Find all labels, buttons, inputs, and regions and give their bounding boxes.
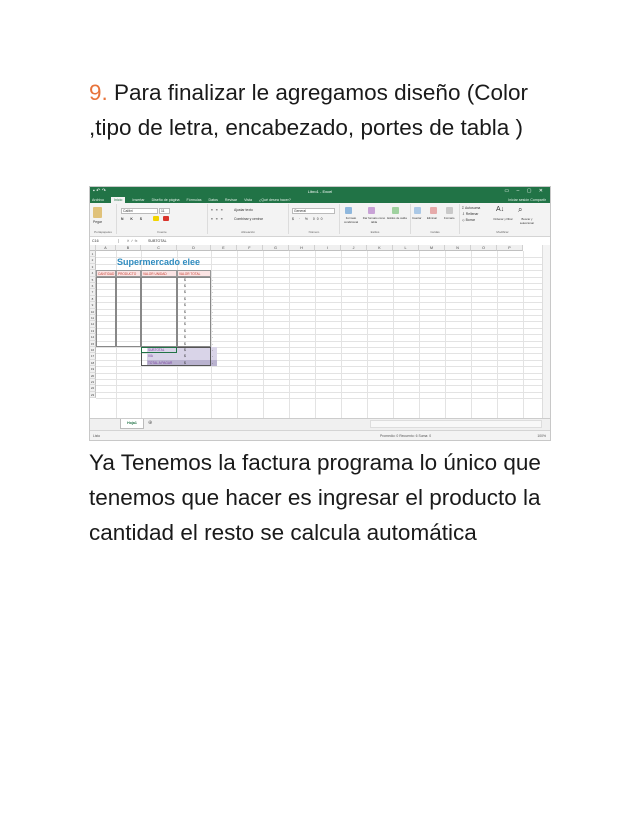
- row-header[interactable]: 23: [90, 392, 95, 397]
- autosum-button[interactable]: Σ Autosuma: [462, 206, 481, 210]
- number-group-label: Número: [308, 230, 320, 234]
- column-header[interactable]: B: [116, 245, 141, 251]
- grid-line: [96, 392, 542, 393]
- alignment-group: [208, 204, 289, 234]
- row-header[interactable]: 10: [90, 309, 95, 314]
- wrap-text-button[interactable]: Ajustar texto: [234, 208, 253, 212]
- grid-line: [419, 251, 420, 418]
- row-header[interactable]: 7: [90, 289, 96, 295]
- total-cell: $ -: [184, 309, 213, 314]
- instruction-text: Para finalizar le agregamos diseño (Color ,tipo de letra, encabezado, portes de tabla ): [89, 80, 528, 140]
- ribbon-tab[interactable]: Fórmulas: [186, 197, 202, 202]
- worksheet-grid[interactable]: [90, 245, 542, 418]
- column-header[interactable]: K: [367, 245, 393, 251]
- selected-cell[interactable]: [141, 347, 177, 353]
- paste-label[interactable]: Pegar: [93, 220, 103, 224]
- insert-cells-icon[interactable]: [414, 207, 421, 214]
- window-controls-icon[interactable]: ▭ – ▢ ✕: [504, 188, 546, 194]
- align-icons[interactable]: ≡ ≡ ≡: [211, 208, 224, 212]
- cell-styles-label[interactable]: Estilos de celda: [387, 216, 407, 220]
- total-cell: $ -: [184, 322, 213, 327]
- column-header[interactable]: A: [96, 245, 116, 251]
- sort-filter-icon[interactable]: A↓: [496, 206, 505, 213]
- font-group-label: Fuente: [157, 230, 167, 234]
- insert-label[interactable]: Insertar: [412, 216, 422, 220]
- name-box[interactable]: C16: [90, 239, 119, 243]
- fx-icon[interactable]: ✕ ✓ fx: [126, 239, 138, 243]
- sheet-tab[interactable]: Hoja1: [120, 419, 144, 429]
- totals-value: $ -: [184, 360, 213, 365]
- column-header[interactable]: L: [393, 245, 419, 251]
- grid-line: [96, 398, 542, 399]
- number-format-icons[interactable]: $ · % 000: [292, 217, 325, 221]
- font-group: [117, 204, 208, 234]
- excel-title-bar: [90, 187, 550, 196]
- row-header[interactable]: 6: [90, 283, 96, 289]
- fill-button[interactable]: ⇩ Rellenar: [462, 212, 479, 216]
- row-header[interactable]: 5: [90, 277, 96, 283]
- grid-line: [96, 366, 542, 367]
- ribbon: [90, 203, 550, 237]
- column-header[interactable]: M: [419, 245, 445, 251]
- total-cell: $ -: [184, 328, 213, 333]
- grid-line: [96, 385, 542, 386]
- row-header[interactable]: 2: [90, 257, 96, 263]
- formula-input[interactable]: SUBTOTAL: [148, 239, 167, 243]
- column-header[interactable]: G: [263, 245, 289, 251]
- editing-group: [460, 204, 545, 234]
- row-header[interactable]: 9: [90, 302, 96, 308]
- ribbon-tab[interactable]: Diseño de página: [151, 197, 180, 202]
- find-select-label[interactable]: Buscar y seleccionar: [519, 217, 535, 225]
- row-header[interactable]: 15: [90, 341, 95, 346]
- clipboard-group: [90, 204, 117, 234]
- ribbon-tab[interactable]: Inicio: [111, 197, 125, 203]
- column-header[interactable]: I: [315, 245, 341, 251]
- editing-group-label: Modificar: [496, 230, 509, 234]
- horizontal-scrollbar[interactable]: [370, 420, 542, 428]
- grid-line: [471, 251, 472, 418]
- step-number: 9.: [89, 80, 108, 105]
- instruction-paragraph: [89, 75, 559, 145]
- ribbon-tab[interactable]: Insertar: [132, 197, 145, 202]
- row-header[interactable]: 18: [90, 360, 95, 365]
- row-header[interactable]: 11: [90, 316, 95, 320]
- clipboard-label: Portapapeles: [94, 230, 112, 234]
- row-header[interactable]: 14: [90, 335, 95, 340]
- totals-label: IVA: [148, 354, 153, 359]
- quick-access-icons[interactable]: ▪ ↶ ↷: [93, 188, 106, 194]
- font-size-box[interactable]: 11: [159, 208, 170, 214]
- row-header[interactable]: 21: [90, 380, 95, 384]
- account-share[interactable]: Iniciar sesión Compartir: [508, 198, 546, 202]
- total-cell: $ -: [184, 296, 213, 301]
- total-cell: $ -: [184, 335, 213, 340]
- align-icons-2[interactable]: ≡ ≡ ≡: [211, 217, 224, 221]
- cell-styles-icon[interactable]: [392, 207, 399, 214]
- total-cell: $ -: [184, 303, 213, 308]
- totals-label: SUBTOTAL: [148, 348, 165, 352]
- find-icon[interactable]: ⌕: [518, 205, 523, 214]
- column-header[interactable]: O: [471, 245, 497, 251]
- merge-center-button[interactable]: Combinar y centrar: [234, 217, 263, 221]
- font-color-icon[interactable]: [163, 216, 169, 221]
- cells-group: [411, 204, 460, 234]
- add-sheet-icon[interactable]: ⊕: [148, 420, 153, 426]
- grid-line: [367, 251, 368, 418]
- ribbon-tab[interactable]: Datos: [208, 197, 218, 202]
- result-paragraph: Ya Tenemos la factura programa lo único que tenemos que hacer es ingresar el producto la cantidad el resto se calcula automática: [89, 450, 541, 545]
- paste-icon[interactable]: [93, 207, 102, 218]
- format-table-icon[interactable]: [368, 207, 375, 214]
- row-header[interactable]: 4: [90, 270, 96, 276]
- column-header[interactable]: D: [177, 245, 211, 251]
- number-group: [289, 204, 340, 234]
- status-ready: Listo: [93, 434, 101, 438]
- row-header[interactable]: 3: [90, 264, 96, 270]
- excel-screenshot: [89, 186, 551, 441]
- total-cell: $ -: [184, 277, 213, 282]
- fill-color-icon[interactable]: [153, 216, 159, 221]
- row-header[interactable]: 8: [90, 296, 96, 302]
- row-header[interactable]: 13: [90, 328, 95, 333]
- column-header[interactable]: H: [289, 245, 315, 251]
- table-column-border: [96, 277, 116, 347]
- table-header-cell: PRODUCTO: [116, 270, 141, 276]
- table-column-border: [116, 277, 141, 347]
- ribbon-tab[interactable]: Archivo: [92, 197, 104, 202]
- row-header[interactable]: 1: [90, 251, 96, 257]
- styles-group: [340, 204, 411, 234]
- format-cells-icon[interactable]: [446, 207, 453, 214]
- conditional-format-label[interactable]: Formato condicional: [344, 216, 358, 224]
- totals-value: $ -: [184, 348, 213, 352]
- row-header[interactable]: 19: [90, 367, 95, 372]
- grid-line: [237, 251, 238, 418]
- column-header[interactable]: F: [237, 245, 263, 251]
- zoom-level[interactable]: 100%: [537, 434, 546, 438]
- status-stats: Promedio: 0 Recuento: 6 Suma: 0: [380, 434, 432, 438]
- table-header-cell: CANTIDAD: [98, 272, 115, 277]
- font-name-box[interactable]: Calibri: [121, 208, 158, 214]
- window-title: Libro1 - Excel: [307, 189, 333, 194]
- grid-line: [96, 379, 542, 380]
- sheet-title: Supermercado elee: [117, 257, 201, 267]
- vertical-scrollbar[interactable]: [542, 245, 550, 418]
- ribbon-tab[interactable]: Vista: [244, 197, 253, 202]
- delete-cells-icon[interactable]: [430, 207, 437, 214]
- grid-line: [523, 251, 524, 418]
- row-header[interactable]: 12: [90, 322, 95, 327]
- ribbon-tabs: [90, 196, 550, 203]
- grid-line: [445, 251, 446, 418]
- grid-line: [341, 251, 342, 418]
- column-header[interactable]: C: [141, 245, 177, 251]
- table-column-border: [141, 277, 177, 347]
- grid-line: [263, 251, 264, 418]
- font-style-buttons[interactable]: N K S: [121, 217, 146, 221]
- status-bar: [90, 430, 550, 441]
- grid-line: [96, 373, 542, 374]
- row-header[interactable]: 20: [90, 373, 95, 378]
- sort-filter-label[interactable]: Ordenar y filtrar: [493, 217, 513, 221]
- column-header[interactable]: J: [341, 245, 367, 251]
- column-header[interactable]: N: [445, 245, 471, 251]
- total-cell: $ -: [184, 284, 213, 288]
- total-cell: $ -: [184, 316, 213, 320]
- totals-value: $ -: [184, 354, 213, 359]
- ribbon-tab[interactable]: ¿Qué desea hacer?: [259, 197, 291, 202]
- grid-line: [289, 251, 290, 418]
- total-cell: $ -: [184, 290, 213, 295]
- clear-button[interactable]: ◇ Borrar: [462, 218, 475, 222]
- ribbon-tab[interactable]: Revisar: [224, 197, 238, 202]
- conditional-format-icon[interactable]: [345, 207, 352, 214]
- column-header[interactable]: E: [211, 245, 237, 251]
- table-header-cell: VALOR TOTAL: [177, 270, 211, 276]
- cells-group-label: Celdas: [430, 230, 440, 234]
- table-header-cell: VALOR UNIDAD: [141, 270, 177, 276]
- format-table-label[interactable]: Dar formato como tabla: [362, 216, 386, 224]
- column-header[interactable]: P: [497, 245, 523, 251]
- grid-line: [497, 251, 498, 418]
- alignment-group-label: Alineación: [241, 230, 255, 234]
- row-header[interactable]: 17: [90, 354, 95, 359]
- delete-label[interactable]: Eliminar: [427, 216, 438, 220]
- total-cell: $ -: [184, 341, 213, 346]
- row-header[interactable]: 22: [90, 386, 95, 391]
- number-format-box[interactable]: General: [292, 208, 335, 214]
- styles-group-label: Estilos: [370, 230, 380, 234]
- format-label[interactable]: Formato: [444, 216, 455, 220]
- row-header[interactable]: 16: [90, 348, 95, 352]
- grid-line: [315, 251, 316, 418]
- grid-line: [393, 251, 394, 418]
- totals-label: TOTAL A PAGAR: [148, 360, 173, 365]
